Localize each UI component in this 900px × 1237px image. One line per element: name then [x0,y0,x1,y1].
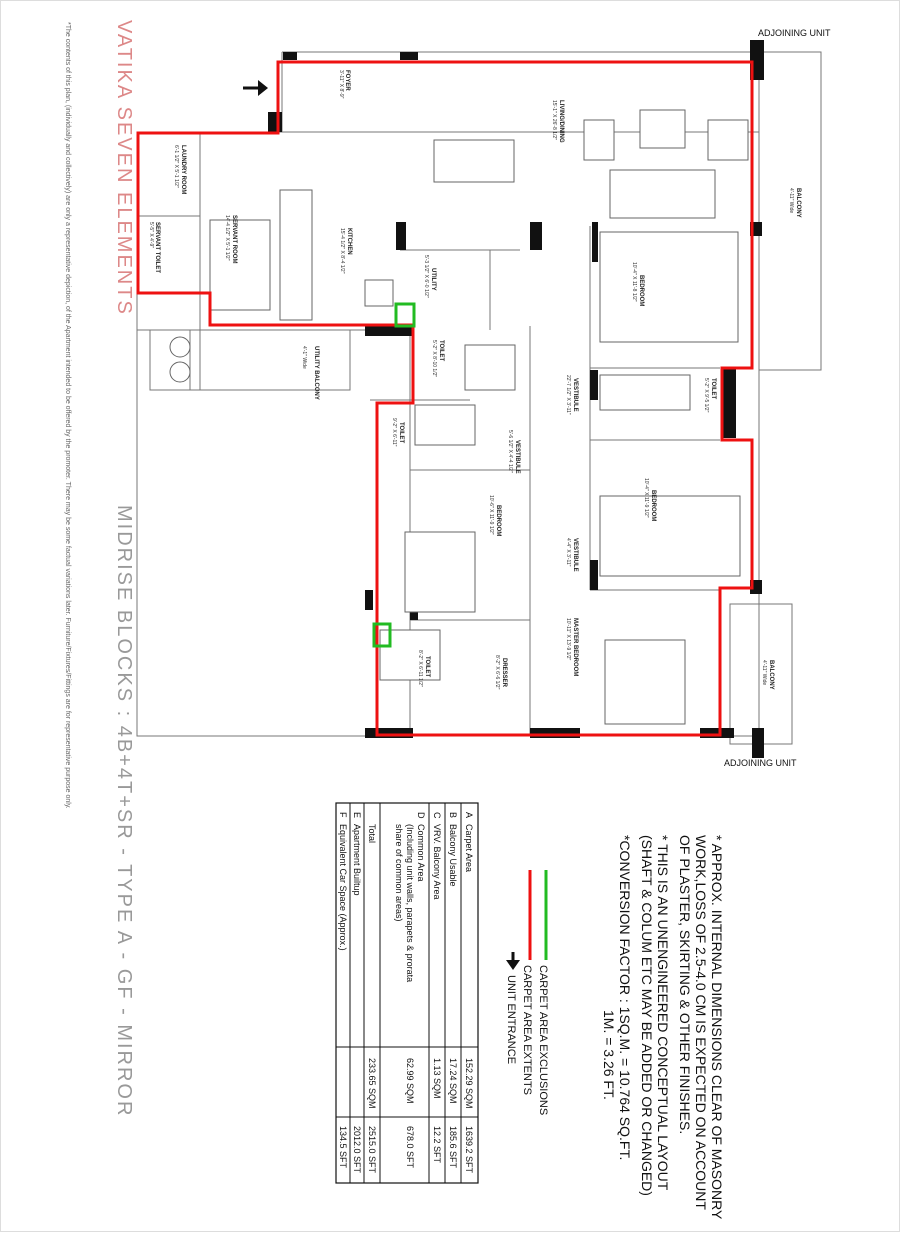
legend [505,870,549,1115]
room-label: SERVANT TOILET [154,222,160,274]
room-dim: 4'-1" Wide [301,346,307,369]
note-line: OF PLASTER, SKIRTING & OTHER FINISHES. [677,835,693,1135]
room-dim: 10'-4" X 11'-8 1/2" [631,262,637,302]
table-row-sqm: 233.65 SQM [367,1058,377,1109]
legend-green-label: CARPET AREA EXCLUSIONS [537,965,549,1116]
room-dim: 15'-1" X 26'-8 1/2" [551,100,557,140]
carpet-exclusion-shaft-1 [396,304,414,326]
room-label: KITCHEN [346,228,352,255]
room-label: MASTER BEDROOM [572,618,578,677]
room-label: DRESSER [501,658,507,688]
notes-block [601,835,725,1220]
room-dim: 8'-2" X 6'-11 1/2" [417,650,423,687]
project-title: VATIKA SEVEN ELEMENTS [113,20,135,316]
disclaimer: *The contents of this plan, (individually and collectively) are only a representative depiction, of the Apartment intended to be offered by the promoter. There may be some factual variations later. Furniture/Fixtures/Fittings are for representative purpose only. [64,22,71,809]
room-dim: 22'-7 1/2" X 3'-11" [565,375,571,415]
room-dim: 10'-11" X 13'-9 1/2" [565,618,571,661]
table-row-label-3: share of common areas) [394,824,404,922]
legend-entrance-label: UNIT ENTRANCE [505,975,517,1065]
room-label: UTILITY [430,268,436,291]
table-row-sft: 12.2 SFT [432,1126,442,1164]
room-label: BALCONY [795,188,801,218]
room-label: VESTIBULE [572,538,578,572]
table-row-sft: 185.6 SFT [448,1126,458,1169]
room-dim: 14'-4 1/2" X 5'-1 1/2" [224,215,230,261]
room-label: SERVANT ROOM [231,215,237,264]
table-row-label: Carpet Area [464,824,474,873]
table-row-key: C [432,812,442,819]
room-dim: 5'-6 1/2" X 4'-4 1/2" [507,430,513,473]
adjoining-unit-bottom: ADJOINING UNIT [724,758,797,768]
room-dim: 5'-2" X 8'-10 1/2" [431,340,437,378]
table-row-key: D [416,812,426,819]
room-label: BEDROOM [650,490,656,522]
room-dim: 4'-11" Wide [788,188,794,214]
room-dim: 6'-1 1/2" X 5'-1 1/2" [173,145,179,188]
room-label: LIVING/DINING [558,100,564,143]
legend-entrance-arrow-icon [506,952,520,970]
room-label: VESTIBULE [514,440,520,474]
room-dim: 5'-3 1/2" X 6'-0 1/2" [423,255,429,298]
table-row-key: E [352,812,362,819]
table-row-label-2: (Including unit walls, parapets & prorata [405,824,415,983]
table-row-key: F [338,812,348,818]
room-dim: 5'-5" X 4'-9" [148,222,154,249]
table-row-label: Equivalent Car Space (Approx.) [338,824,348,951]
table-row-sft: 1639.2 SFT [464,1126,474,1174]
note-line: (SHAFT & COLUM ETC MAY BE ADDED OR CHANGED) [639,835,655,1196]
table-row-sft: 678.0 SFT [405,1126,415,1169]
table-row-key: B [448,812,458,819]
note-line: WORK,LOSS OF 2.5-4.0 CM IS EXPECTED ON ACCOUNT [693,835,709,1210]
table-row-key: A [464,812,474,819]
room-label: VESTIBULE [572,378,578,412]
note-line: * THIS IS AN UNENGINEERED CONCEPTUAL LAYOUT [655,835,671,1191]
furniture [170,110,748,724]
room-dim: 4'-4" X 3'-11" [565,538,571,567]
adjoining-unit-top: ADJOINING UNIT [758,28,831,38]
room-label: UTILITY BALCONY [313,346,319,400]
room-dim: 3'-11" X 8'-9" [338,70,344,99]
table-row-sqm: 152.29 SQM [464,1058,474,1109]
table-row-sqm: 1.13 SQM [432,1058,442,1099]
area-table [336,803,478,1183]
room-dim: 15'-4 1/2" X 8'-4 1/2" [339,228,345,274]
room-dim: 9'-2" X 6'-11" [391,418,397,447]
room-dim: 10'-4" X 11'-9 1/2" [643,478,649,518]
table-row-sqm: 62.99 SQM [405,1058,415,1104]
room-dim: 8'-2" X 6'-6 1/2" [494,655,500,690]
room-label: FOYER [344,70,350,91]
table-row-sft: 2012.0 SFT [352,1126,362,1174]
table-row-sft: 2515.0 SFT [367,1126,377,1174]
table-row-label: VRV. Balcony Area [432,824,442,900]
room-dim: 5'-2" X 9'-5 1/2" [703,378,709,413]
room-label: TOILET [438,340,444,362]
legend-red-label: CARPET AREA EXTENTS [521,965,533,1096]
unit-entrance-arrow-icon [243,80,268,96]
table-row-label: Balcony Usable [448,824,458,887]
note-line: *CONVERSION FACTOR : 1SQ.M. = 10.764 SQ.FT. [617,835,633,1161]
room-label: BEDROOM [638,275,644,307]
room-label: BALCONY [768,660,774,690]
room-label: BEDROOM [495,505,501,537]
room-label: TOILET [398,422,404,444]
table-row-sft: 134.5 SFT [338,1126,348,1169]
room-dim: 4'-11" Wide [761,660,767,686]
room-label: TOILET [424,656,430,678]
room-dim: 10'-6" X 11'-9 1/2" [488,495,494,535]
note-line: 1M. = 3.26 FT. [601,1010,617,1100]
note-line: * APPROX. INTERNAL DIMENSIONS CLEAR OF MASONRY [709,835,725,1220]
room-label: TOILET [710,378,716,400]
table-row-label: Total [367,824,377,844]
project-subtitle: MIDRISE BLOCKS : 4B+4T+SR - TYPE A - GF - MIRROR [113,505,135,1118]
table-row-sqm: 17.24 SQM [448,1058,458,1104]
table-row-label: Apartment Builtup [352,824,362,896]
table-row-label: Common Area [416,824,426,882]
room-label: LAUNDRY ROOM [180,145,186,195]
